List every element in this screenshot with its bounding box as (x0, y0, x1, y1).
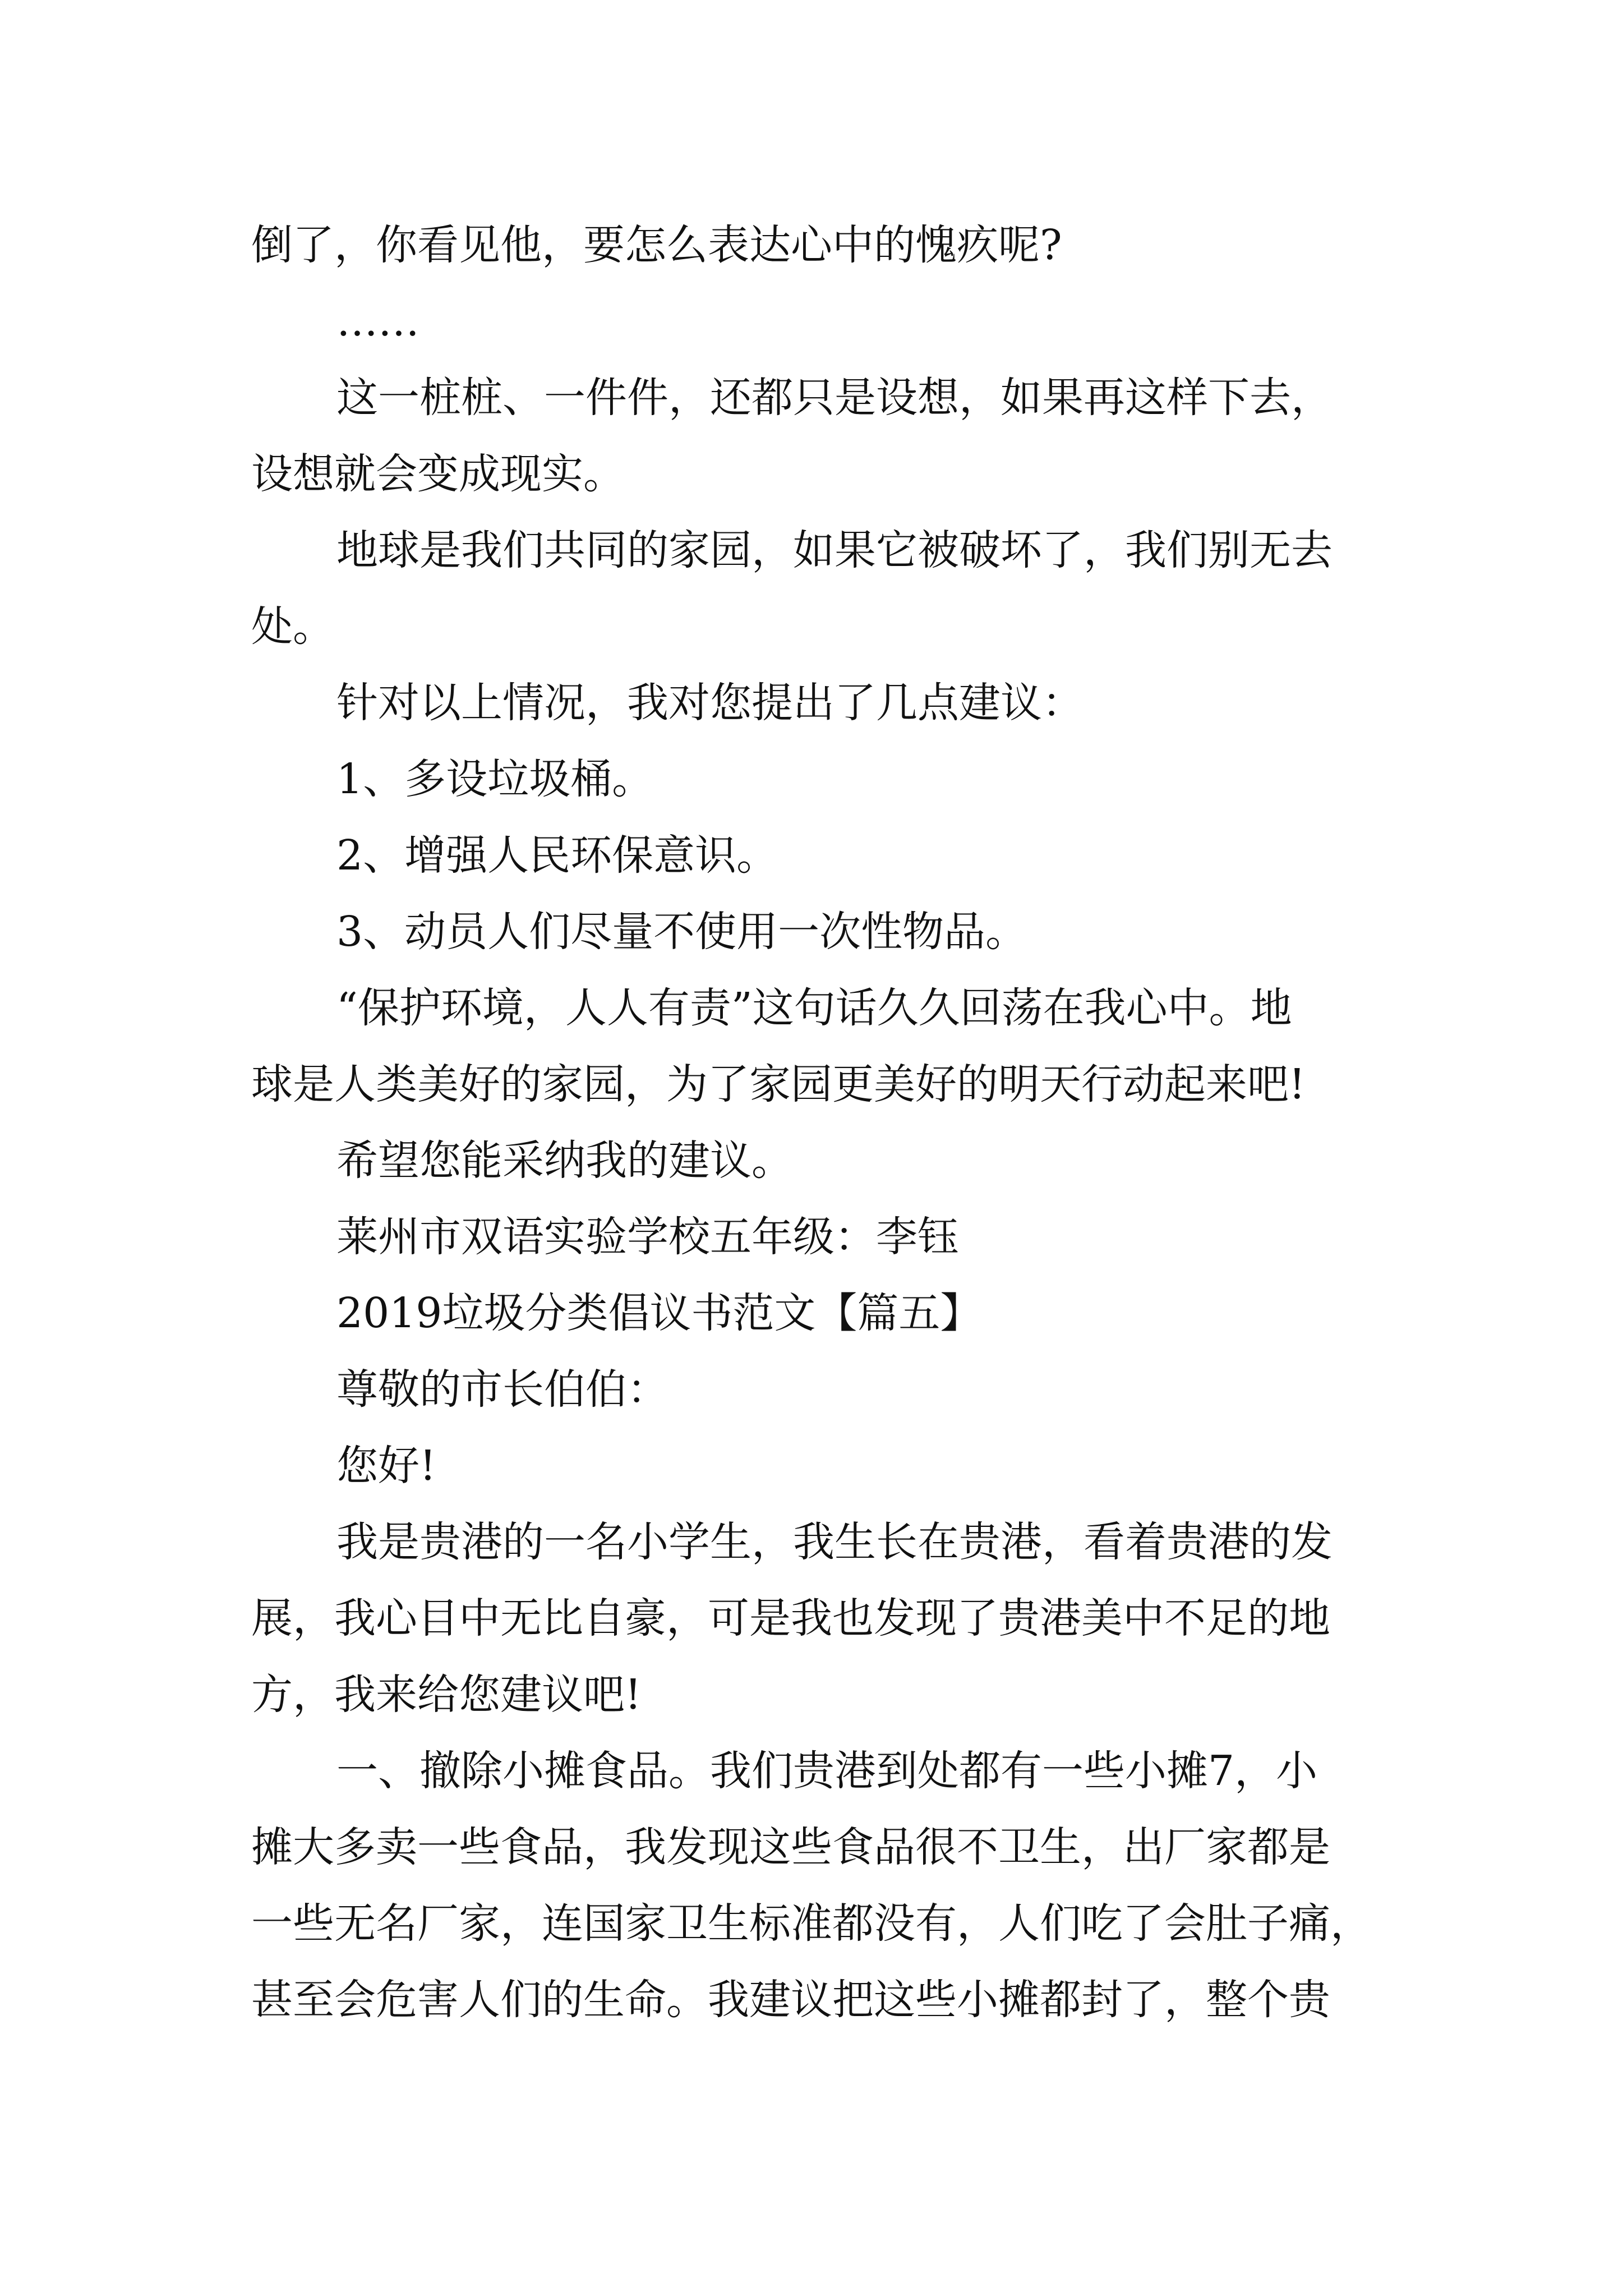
text-line-21: 一、撤除小摊食品。我们贵港到处都有一些小摊7，小 (336, 1747, 1318, 1795)
text-line-22: 摊大多卖一些食品，我发现这些食品很不卫生，出厂家都是 (251, 1823, 1330, 1871)
text-line-5: 地球是我们共同的家园，如果它被破坏了，我们别无去 (336, 526, 1332, 574)
list-item-3: 3、动员人们尽量不使用一次性物品。 (336, 908, 1027, 956)
list-item-2: 2、增强人民环保意识。 (336, 831, 778, 880)
section-heading: 2019垃圾分类倡议书范文【篇五】 (336, 1289, 982, 1337)
text-line-12: 球是人类美好的家园，为了家园更美好的明天行动起来吧! (251, 1060, 1306, 1108)
text-line-3: 这一桩桩、一件件，还都只是设想，如果再这样下去， (336, 374, 1332, 422)
text-line-23: 一些无名厂家，连国家卫生标准都没有，人们吃了会肚子痛， (251, 1899, 1372, 1948)
ellipsis-line: …… (336, 297, 419, 346)
text-line-7: 针对以上情况，我对您提出了几点建议： (336, 679, 1083, 727)
text-line-19: 展，我心目中无比自豪，可是我也发现了贵港美中不足的地 (251, 1594, 1330, 1642)
text-line-24: 甚至会危害人们的生命。我建议把这些小摊都封了，整个贵 (251, 1976, 1330, 2024)
text-line-20: 方，我来给您建议吧! (251, 1671, 642, 1719)
text-line-11: “保护环境，人人有责”这句话久久回荡在我心中。地 (336, 984, 1292, 1032)
text-line-1: 倒了，你看见他，要怎么表达心中的愧疚呢? (251, 221, 1062, 269)
salutation-line: 尊敬的市长伯伯： (336, 1365, 668, 1414)
text-line-13: 希望您能采纳我的建议。 (336, 1137, 793, 1185)
greeting-line: 您好! (336, 1442, 436, 1490)
signature-line: 莱州市双语实验学校五年级：李钰 (336, 1213, 959, 1261)
text-line-18: 我是贵港的一名小学生，我生长在贵港，看着贵港的发 (336, 1518, 1332, 1566)
text-line-6: 处。 (251, 602, 334, 651)
list-item-1: 1、多设垃圾桶。 (336, 755, 654, 803)
text-line-4: 设想就会变成现实。 (251, 450, 625, 498)
